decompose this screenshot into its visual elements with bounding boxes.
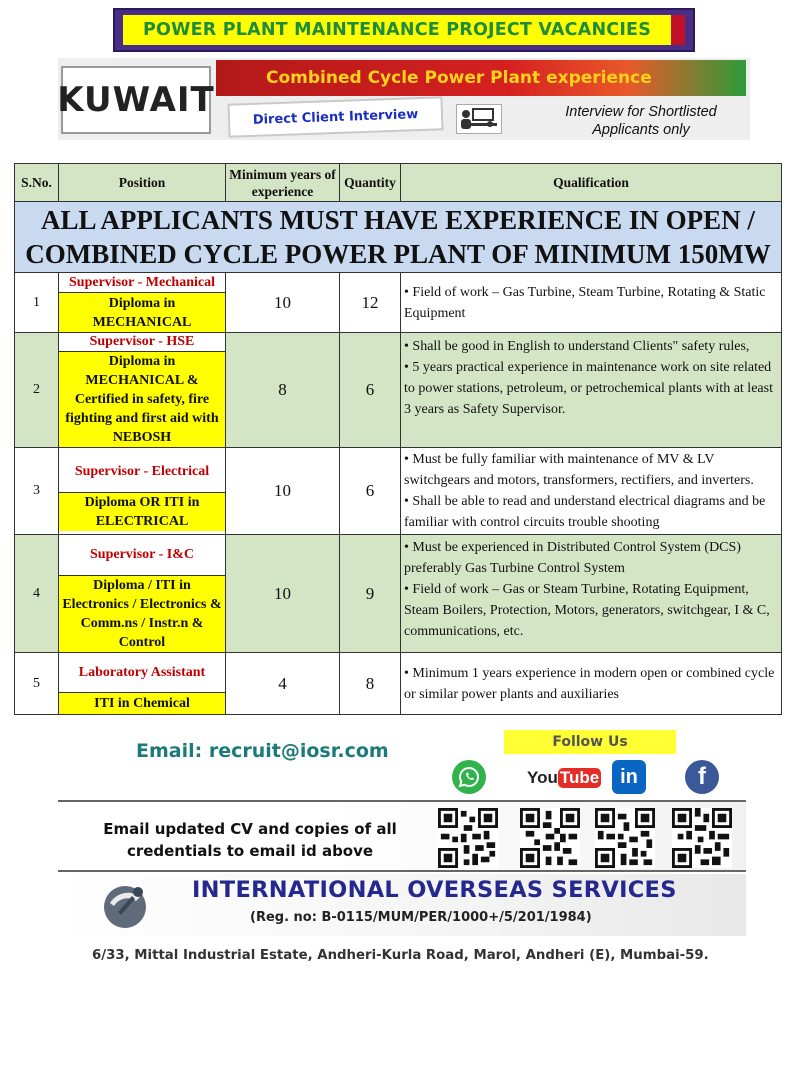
- qr-code-icon[interactable]: [520, 808, 580, 868]
- whatsapp-icon[interactable]: [452, 760, 486, 794]
- youtube-you-text: You: [527, 768, 558, 787]
- row-quantity: 6: [340, 333, 401, 448]
- row-experience: 4: [226, 653, 340, 715]
- qualification-point: • Must be fully familiar with maintenance of MV & LV switchgears and motors, transformers, rectifiers, and inverters.: [404, 452, 754, 488]
- country-label: KUWAIT: [57, 80, 215, 120]
- country-box: [57, 66, 215, 134]
- col-header-position: Position: [59, 164, 226, 202]
- position-title: Supervisor - HSE: [59, 333, 225, 352]
- qr-code-icon[interactable]: [672, 808, 732, 868]
- company-registration: (Reg. no: B-0115/MUM/PER/1000+/5/201/1984): [250, 910, 592, 925]
- row-qualification: [401, 448, 782, 535]
- interview-type-label: Direct Client Interview: [252, 106, 419, 128]
- table-row: [15, 535, 782, 653]
- meeting-icon: [456, 104, 502, 134]
- qr-code-icon[interactable]: [595, 808, 655, 868]
- qualification-point: • Must be experienced in Distributed Control System (DCS) preferably Gas Turbine Control System: [404, 540, 741, 576]
- row-sno: 1: [15, 273, 59, 333]
- row-position-cell: [59, 333, 226, 448]
- row-quantity: 8: [340, 653, 401, 715]
- col-header-sno: S.No.: [15, 164, 59, 202]
- qualification-point: • Field of work – Gas Turbine, Steam Turbine, Rotating & Static Equipment: [404, 284, 766, 321]
- cv-instruction-box: [58, 800, 746, 872]
- requirement-banner: ALL APPLICANTS MUST HAVE EXPERIENCE IN OPEN / COMBINED CYCLE POWER PLANT OF MINIMUM 150MW: [15, 202, 782, 273]
- position-requirement: ITI in Chemical: [59, 693, 225, 714]
- position-requirement: Diploma / ITI in Electronics / Electronics & Comm.ns / Instr.n & Control: [59, 576, 225, 652]
- table-header-row: [15, 164, 782, 202]
- row-qualification: [401, 535, 782, 653]
- title-inner: [123, 15, 685, 45]
- youtube-icon[interactable]: [527, 765, 600, 791]
- row-quantity: 12: [340, 273, 401, 333]
- row-quantity: 6: [340, 448, 401, 535]
- row-position-cell: [59, 535, 226, 653]
- contact-email[interactable]: Email: recruit@iosr.com: [136, 740, 389, 762]
- row-qualification: [401, 653, 782, 715]
- experience-banner: [216, 60, 746, 96]
- requirement-banner-row: [15, 202, 782, 273]
- table-row: [15, 448, 782, 535]
- position-title: Laboratory Assistant: [59, 653, 225, 693]
- position-requirement: Diploma in MECHANICAL & Certified in safety, fire fighting and first aid with NEBOSH: [59, 352, 225, 447]
- table-row: [15, 273, 782, 333]
- cv-instruction: Email updated CV and copies of all credentials to email id above: [103, 820, 397, 860]
- experience-banner-text: Combined Cycle Power Plant experience: [266, 68, 652, 88]
- row-quantity: 9: [340, 535, 401, 653]
- table-row: [15, 653, 782, 715]
- row-sno: 3: [15, 448, 59, 535]
- row-sno: 2: [15, 333, 59, 448]
- vacancies-table: [14, 163, 782, 715]
- subheader-banner: [58, 58, 750, 140]
- row-experience: 10: [226, 535, 340, 653]
- row-sno: 5: [15, 653, 59, 715]
- row-position-cell: [59, 448, 226, 535]
- position-title: Supervisor - I&C: [59, 535, 225, 576]
- col-header-qualification: Qualification: [401, 164, 782, 202]
- row-qualification: [401, 273, 782, 333]
- qualification-point: • Minimum 1 years experience in modern open or combined cycle or similar power plants and auxiliaries: [404, 665, 775, 702]
- row-experience: 10: [226, 448, 340, 535]
- row-qualification: [401, 333, 782, 448]
- qualification-point: • Shall be able to read and understand electrical diagrams and be familiar with control circuits trouble shooting: [404, 494, 766, 530]
- youtube-tube-text: Tube: [559, 768, 600, 787]
- qualification-point: • Shall be good in English to understand Clients" safety rules,: [404, 339, 750, 354]
- company-address: 6/33, Mittal Industrial Estate, Andheri-Kurla Road, Marol, Andheri (E), Mumbai-59.: [92, 948, 709, 963]
- position-title: Supervisor - Mechanical: [59, 273, 225, 293]
- title-banner: [113, 8, 695, 52]
- page-title: POWER PLANT MAINTENANCE PROJECT VACANCIES: [142, 20, 652, 40]
- col-header-quantity: Quantity: [340, 164, 401, 202]
- col-header-experience: Minimum years of experience: [226, 164, 340, 202]
- linkedin-icon[interactable]: in: [612, 760, 646, 794]
- company-logo-icon: [98, 880, 154, 930]
- facebook-icon[interactable]: f: [685, 760, 719, 794]
- row-position-cell: [59, 653, 226, 715]
- position-title: Supervisor - Electrical: [59, 451, 225, 493]
- company-box: [58, 874, 746, 936]
- position-requirement: Diploma OR ITI in ELECTRICAL: [59, 493, 225, 531]
- qualification-point: • 5 years practical experience in maintenance work on site related to power stations, petroleum, or petrochemical plants with at least 3 years as Safety Supervisor.: [404, 360, 773, 417]
- row-experience: 10: [226, 273, 340, 333]
- follow-us-label: Follow Us: [504, 730, 676, 754]
- row-position-cell: [59, 273, 226, 333]
- position-requirement: Diploma in MECHANICAL: [59, 293, 225, 332]
- interview-type-box: [227, 96, 443, 137]
- qualification-point: • Field of work – Gas or Steam Turbine, Rotating Equipment, Steam Boilers, Protection, Motors, generators, switchgear, I & C, communications, etc.: [404, 582, 770, 639]
- company-name: INTERNATIONAL OVERSEAS SERVICES: [192, 877, 677, 903]
- qr-code-icon[interactable]: [438, 808, 498, 868]
- row-sno: 4: [15, 535, 59, 653]
- table-row: [15, 333, 782, 448]
- interview-note: Interview for Shortlisted Applicants only: [565, 104, 717, 138]
- row-experience: 8: [226, 333, 340, 448]
